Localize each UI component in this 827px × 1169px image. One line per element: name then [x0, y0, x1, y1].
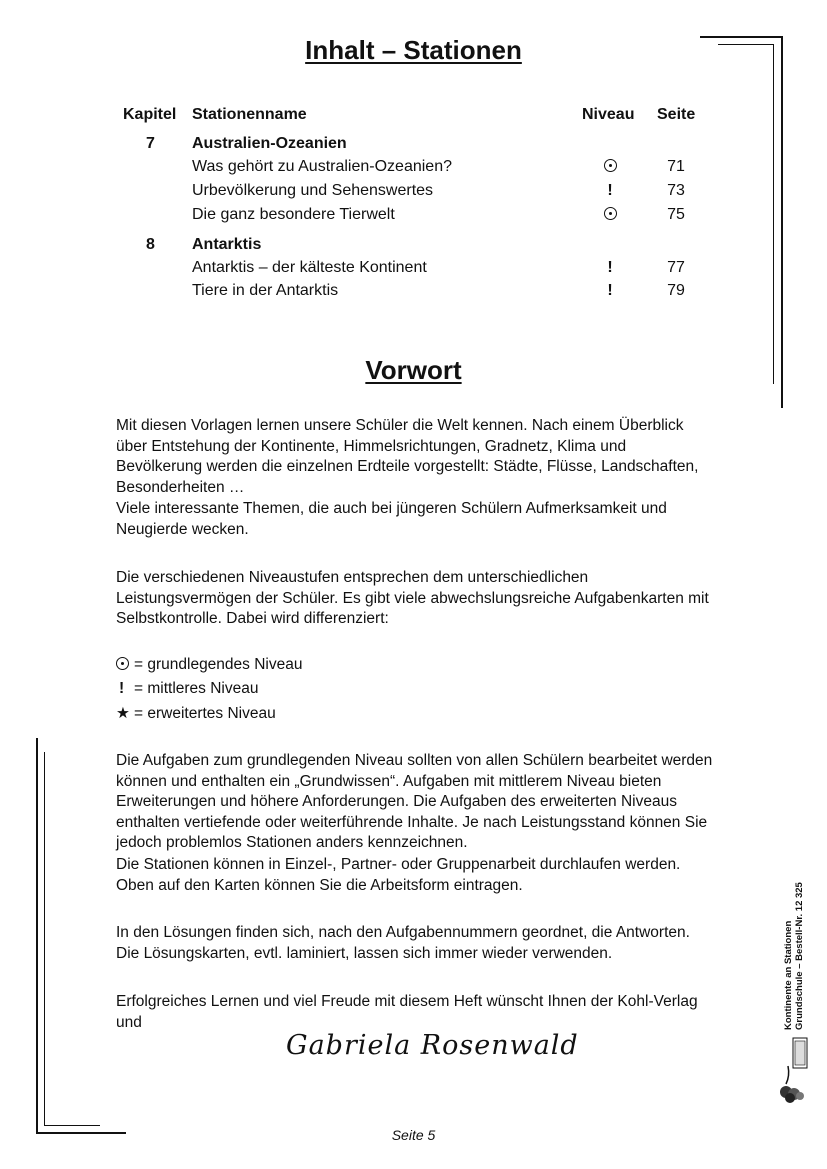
- station-page: 77: [667, 259, 685, 276]
- star-icon: ★: [116, 705, 130, 722]
- station-page: 71: [667, 158, 685, 175]
- vorwort-paragraph-2: Viele interessante Themen, die auch bei jüngeren Schülern Aufmerksamkeit und Neugierde wecken.: [116, 500, 667, 538]
- legend-item-erweitertes: ★ = erweitertes Niveau: [116, 705, 276, 722]
- station-name: Urbevölkerung und Sehenswertes: [192, 182, 434, 199]
- station-name: Antarktis – der kälteste Kontinent: [192, 259, 427, 276]
- toc-title: Inhalt – Stationen: [305, 35, 522, 65]
- page-number: Seite 5: [391, 1127, 436, 1143]
- signature: Gabriela Rosenwald: [286, 1030, 579, 1061]
- legend-item-mittleres: ! = mittleres Niveau: [116, 680, 258, 698]
- level-grundlegend-icon: [598, 206, 622, 224]
- frame-line-bottom-left-h2: [44, 1125, 100, 1126]
- level-grundlegend-icon: [598, 158, 622, 176]
- vorwort-paragraph-5: Die Stationen können in Einzel-, Partner- oder Gruppenarbeit durchlaufen werden. Oben auf den Karten können Sie die Arbeitsform eintragen.: [116, 856, 681, 894]
- chapter-number: 7: [146, 135, 155, 152]
- vorwort-paragraph-6: In den Lösungen finden sich, nach den Aufgabennummern geordnet, die Antworten. Die Lösungskarten, evtl. laminiert, lassen sich immer wieder verwenden.: [116, 924, 690, 962]
- frame-line-bottom-left-v: [36, 738, 38, 1134]
- chapter-name: Antarktis: [192, 236, 262, 253]
- chapter-number: 8: [146, 236, 155, 253]
- station-page: 79: [667, 282, 685, 299]
- frame-line-top-right-v: [781, 36, 783, 408]
- frame-line-top-right-v2: [773, 44, 774, 384]
- level-mittleres-icon: !: [607, 259, 613, 276]
- circle-dot-icon: [116, 656, 134, 674]
- header-seite: Seite: [657, 106, 696, 123]
- level-mittleres-icon: !: [607, 182, 613, 199]
- chapter-name: Australien-Ozeanien: [192, 135, 347, 152]
- station-page: 75: [667, 206, 685, 223]
- vorwort-paragraph-3: Die verschiedenen Niveaustufen entsprechen dem unterschiedlichen Leistungsvermögen der Schüler. Es gibt viele abwechslungsreiche Aufgabenkarten mit Selbstkontrolle. Dabei wird differenziert:: [116, 569, 709, 627]
- legend-item-grundlegend: = grundlegendes Niveau: [116, 656, 302, 674]
- frame-line-bottom-left-v2: [44, 752, 45, 1126]
- station-name: Tiere in der Antarktis: [192, 282, 339, 299]
- vorwort-paragraph-7: Erfolgreiches Lernen und viel Freude mit diesem Heft wünscht Ihnen der Kohl-Verlag und: [116, 993, 698, 1031]
- vorwort-title: Vorwort: [365, 355, 462, 385]
- sidebar-publisher-text: Kontinente an Stationen Grundschule – Bestell-Nr. 12 325: [783, 882, 805, 1030]
- exclamation-icon: !: [119, 680, 125, 697]
- station-page: 73: [667, 182, 685, 199]
- level-mittleres-icon: !: [607, 282, 613, 299]
- vorwort-paragraph-4: Die Aufgaben zum grundlegenden Niveau sollten von allen Schülern bearbeitet werden können und enthalten ein „Grundwissen“. Aufgaben mit mittlerem Niveau bieten Erweiterungen und höhere Anforderungen. Die Aufgaben des erweiterten Niveaus enthalten vertiefende oder weiterführende Inhalte. Je nach Leistungsstand können Sie jedoch problemlos Stationen anders kennzeichnen.: [116, 752, 713, 851]
- station-name: Die ganz besondere Tierwelt: [192, 206, 395, 223]
- header-stationenname: Stationenname: [192, 106, 307, 123]
- header-niveau: Niveau: [582, 106, 635, 123]
- vorwort-paragraph-1: Mit diesen Vorlagen lernen unsere Schüler die Welt kennen. Nach einem Überblick über Entstehung der Kontinente, Himmelsrichtungen, Gradnetz, Klima und Bevölkerung werden die einzelnen Erdteile vorgestellt: Städte, Flüsse, Landschaften, Besonderheiten …: [116, 417, 699, 496]
- station-name: Was gehört zu Australien-Ozeanien?: [192, 158, 452, 175]
- publisher-logo-icon: [776, 1036, 812, 1106]
- header-kapitel: Kapitel: [123, 106, 177, 123]
